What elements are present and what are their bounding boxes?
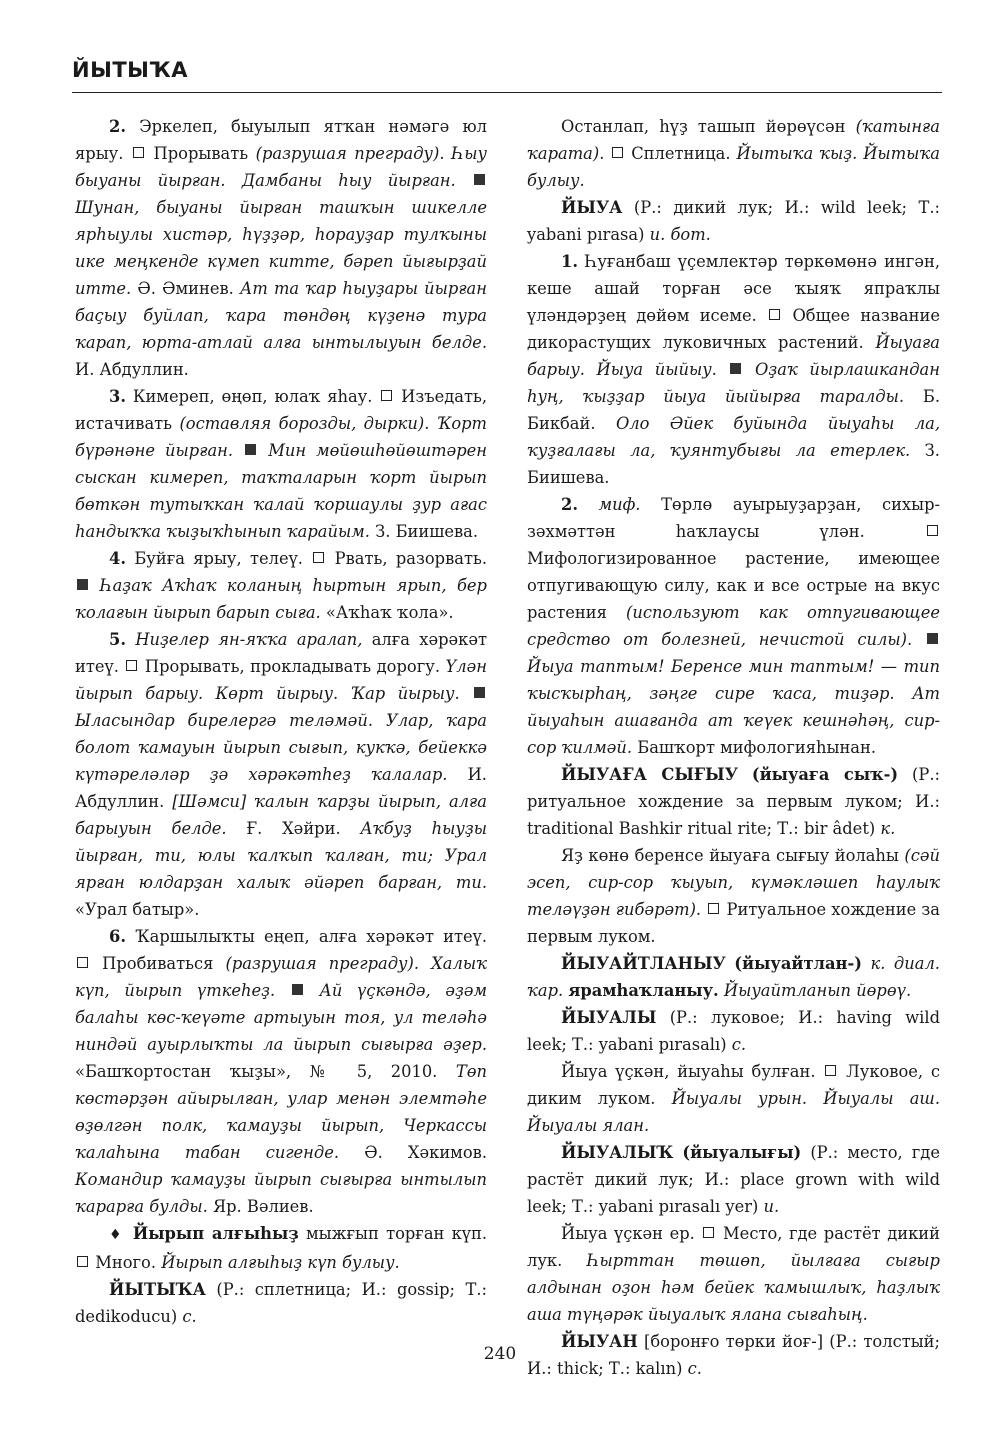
headword: ЙЫУАЙТЛАНЫУ — [561, 954, 726, 973]
source: И. Абдуллин. — [75, 765, 487, 811]
quotation: Төп көстәрҙән айырылған, улар менән элемтәһе өҙөлгән полк, ҡамауҙы йырып, Черкассы ҡалаһына табан сигенде. — [75, 1062, 487, 1162]
translation-marker-icon — [825, 1065, 836, 1076]
headword: ЙЫУАЛЫҠ — [561, 1143, 674, 1162]
translation-marker-icon — [77, 957, 88, 968]
translation-marker-icon — [381, 390, 392, 401]
idiom: ♦ Йырып алғыһыҙ мыжғып торған күп. Много. Йырып алғыһыҙ күп булыу. — [75, 1220, 487, 1276]
quotation: Аҡбуҙ һыуҙы йырған, ти, юлы ҡалҡып ҡалған, ти; Урал ярған юлдарҙан халыҡ әйәреп барған, ти. — [75, 819, 487, 892]
entry-yyua — [527, 194, 940, 248]
example: Ҡорт бүрәнәне йырған. — [75, 414, 487, 460]
source: «Урал батыр». — [75, 900, 200, 919]
entry-definition: Йыуа үҫкән, йыуаһы булған. Луковое, с диким луком. Йыуалы урын. Йыуалы аш. Йыуалы ялан. — [527, 1062, 940, 1135]
citation-marker-icon — [77, 579, 88, 590]
sense-5: 5. Ниҙелер ян-яҡҡа аралап, алға хәрәкәт итеү. Прорывать, прокладывать дорогу. Үлән йырып барыу. Көрт йырыу. Ҡар йырыу. Ылаcындар бирелергә теләмәй. Улар, ҡара болот ҡамауын йырып сығып, кукҡә, бейеккә күтәреләләр ҙә хәрәкәтһеҙ ҡалалар. И. Абдуллин. [Шәмси] ҡалын ҡарҙы йырып, алға барыуын белде. Ғ. Хәйри. Аҡбуҙ һыуҙы йырған, ти, юлы ҡалҡып ҡалған, ти; Урал ярған юлдарҙан халыҡ әйәреп барған, ти. «Урал батыр». — [75, 630, 487, 919]
quotation: Командир ҡамауҙы йырып сығырға ынтылып ҡарарға булды. — [75, 1170, 487, 1216]
quotation: [Шәмси] ҡалын ҡарҙы йырып, алға барыуын белде. — [75, 792, 487, 838]
etymology: [боронғо төрки йоғ-] — [644, 1332, 824, 1351]
translation-marker-icon — [703, 1227, 714, 1238]
headword: ЙЫУАЛЫ — [561, 1008, 657, 1027]
entry-yytyka — [75, 1276, 487, 1330]
sense-2: 2. Эркелеп, быуылып ятҡан нәмәгә юл ярыу. Прорывать (разрушая преграду). Һыу быуаны йырған. Дамбаны һыу йырған. Шунан, быуаны йырған ташҡын шикелле ярһыулы хистәр, һүҙҙәр, һорауҙар тулҡыны ике меңкенде күмеп китте, бәреп йығырҙай итте. Ә. Әминев. Ат та ҡар һыуҙары йырған баҫыу буйлап, ҡара төндөң күҙенә тура ҡарап, юрта-атлай алға ынтылыуын белде. И. Абдуллин. — [75, 117, 487, 379]
usage-label: миф. — [598, 495, 641, 514]
gloss: (Р.: луковое; И.: having wild leek; Т.: yabani pırasalı) — [527, 1008, 940, 1054]
source: «Башҡортостан ҡыҙы», № 5, 2010. — [75, 1062, 438, 1081]
example: Үлән йырып барыу. Көрт йырыу. Ҡар йырыу. — [75, 657, 487, 703]
gloss: (Р.: сплетница; И.: gossip; Т.: dedikoducu) — [75, 1280, 487, 1326]
quotation: Шунан, быуаны йырған ташҡын шикелле ярһыулы хистәр, һүҙҙәр, һорауҙар тулҡыны ике меңкенде күмеп китте, бәреп йығырҙай итте. — [75, 198, 487, 298]
quotation: Мин мөйөшһөйөштәрен сыскан кимереп, таҡталарын ҡорт йырып бөткән тутыҡкан ҡалай ҡоршаулы ҙур ағас һандыҡҡа ҡыҙыҡһынып ҡарайым. — [75, 441, 487, 541]
citation-marker-icon — [927, 633, 938, 644]
sense-6: 6. Ҡаршылыҡты еңеп, алға хәрәкәт итеү. Пробиваться (разрушая преграду). Халыҡ күп, йырып үткеһеҙ. Ай үҫкәндә, әҙәм балаһы көс-ҡеүәте артыуын тоя, ул теләһә ниндәй ауырлыҡты ла йырып сығырға әҙер. «Башҡортостан ҡыҙы», № 5, 2010. Төп көстәрҙән айырылған, улар менән элемтәһе өҙөлгән полк, ҡамауҙы йырып, Черкассы ҡалаһына табан сигенде. Ә. Хәкимов. Командир ҡамауҙы йырып сығырға ынтылып ҡарарға булды. Яр. Вәлиев. — [75, 927, 487, 1216]
sense-number: 3. — [109, 387, 126, 406]
source: З. Биишева. — [375, 522, 479, 541]
gloss: (Р.: место, где растёт дикий лук; И.: place grown with wild leek; Т.: yabani pırasalı yer) — [527, 1143, 940, 1216]
entry-continuation: Останлап, һүҙ ташып йөрөүсән (ҡатынға ҡарата). Сплетница. Йытыҡа ҡыҙ. Йытыҡа булыу. — [527, 117, 940, 190]
citation-marker-icon — [292, 984, 303, 995]
example: Йыуайтланып йөрөү. — [723, 981, 912, 1000]
cross-reference: ярамһаҡланыу. — [568, 981, 719, 1000]
word-forms: (йыуалығы) — [682, 1143, 802, 1162]
quotation: Ат та ҡар һыуҙары йырған баҫыу буйлап, ҡара төндөң күҙенә тура ҡарап, юрта-атлай алға ынтылыуын белде. — [75, 279, 487, 352]
header-divider — [72, 92, 942, 93]
entry-yyualy — [527, 1004, 940, 1058]
page-number: 240 — [483, 1344, 517, 1364]
sense-1: 1. Һуғанбаш үҫемлектәр төркөмөнә ингән, кеше ашай торған әсе ҡыяҡ япраҡлы үләндәрҙең дөйөм исеме. Общее название дикорастущих луковичных растений. Йыуаға барыу. Йыуа йыйыу. Оҙаҡ йырлашкандан һуң, ҡыҙҙар йыуа йыйырға таралды. Б. Бикбай. Оло Әйек буйында йыуаһы ла, ҡуҙғалағы ла, ҡуянтубығы ла етерлек. З. Биишева. — [527, 252, 940, 487]
example: Халыҡ күп, йырып үткеһеҙ. — [75, 954, 487, 1000]
source: Ә. Хәкимов. — [364, 1143, 487, 1162]
sense-3: 3. Кимереп, өңөп, юлаҡ яһау. Изъедать, истачивать (оставляя борозды, дырки). Ҡорт бүрәнәне йырған. Мин мөйөшһөйөштәрен сыскан кимереп, таҡталарын ҡорт йырып бөткән тутыҡкан ҡалай ҡоршаулы ҙур ағас һандыҡҡа ҡыҙыҡһынып ҡарайым. З. Биишева. — [75, 387, 487, 541]
translation-marker-icon — [133, 147, 144, 158]
idiom-phrase: Йырып алғыһыҙ — [132, 1224, 299, 1243]
source: «Аҡһаҡ ҡола». — [325, 603, 454, 622]
entry-definition: Йыуа үҫкән ер. Место, где растёт дикий лук. Һырттан төшөп, йылғаға сығыр алдынан оҙон һәм бейек ҡамышлыҡ, һаҙлыҡ аша түңәрәк йыуалыҡ ялана сығаһың. — [527, 1224, 941, 1324]
sense-number: 2. — [561, 495, 578, 514]
gloss: (Р.: дикий лук; И.: wild leek; Т.: yabani pırasa) — [527, 198, 940, 244]
page-header: ЙЫТЫҠА — [72, 58, 188, 82]
part-of-speech: и. бот. — [649, 225, 711, 244]
word-forms: (йыуайтлан-) — [734, 954, 862, 973]
example: Һыу быуаны йырған. Дамбаны һыу йырған. — [75, 144, 487, 190]
quotation: Һырттан төшөп, йылғаға сығыр алдынан оҙон һәм бейек ҡамышлыҡ, һаҙлыҡ аша түңәрәк йыуалыҡ ялана сығаһың. — [527, 1251, 940, 1324]
right-column — [527, 113, 940, 1382]
translation-marker-icon — [612, 147, 623, 158]
citation-marker-icon — [474, 687, 485, 698]
translation-marker-icon — [708, 903, 719, 914]
source: З. Биишева. — [527, 441, 940, 487]
sense-number: 6. — [109, 927, 126, 946]
citation-marker-icon — [730, 363, 741, 374]
translation-marker-icon — [769, 309, 780, 320]
example: Йыуаға барыу. Йыуа йыйыу. — [527, 333, 940, 379]
citation-marker-icon — [245, 444, 256, 455]
word-forms: (йыуаға сыҡ-) — [751, 765, 899, 784]
entry-yyuaga-syguy — [527, 761, 940, 842]
headword: ЙЫТЫҠА — [109, 1280, 206, 1299]
headword: ЙЫУАН — [561, 1332, 638, 1351]
part-of-speech: и. — [763, 1197, 780, 1216]
translation-marker-icon — [126, 660, 137, 671]
gloss: (Р.: толстый; И.: thick; Т.: kalın) — [527, 1332, 941, 1378]
quotation: Ай үҫкәндә, әҙәм балаһы көс-ҡеүәте артыуын тоя, ул теләһә ниндәй ауырлыҡты ла йырып сығырға әҙер. — [75, 981, 487, 1054]
headword: ЙЫУАҒА СЫҒЫУ — [561, 765, 738, 784]
quotation: Һаҙаҡ Аҡһаҡ коланың һыртын ярып, бер ҡолағын йырып барып сыға. — [75, 576, 487, 622]
example: Йыуалы урын. Йыуалы аш. Йыуалы ялан. — [527, 1089, 940, 1135]
diamond-icon: ♦ — [109, 1227, 124, 1243]
citation-marker-icon — [474, 174, 485, 185]
entry-yyualyk — [527, 1139, 940, 1220]
translation-marker-icon — [927, 525, 938, 536]
sense-number: 5. — [109, 630, 126, 649]
translation-marker-icon — [313, 552, 324, 563]
quotation: Ылаcындар бирелергә теләмәй. Улар, ҡара болот ҡамауын йырып сығып, кукҡә, бейеккә күтәреләләр ҙә хәрәкәтһеҙ ҡалалар. — [75, 711, 487, 784]
entry-definition: Яҙ көнө беренсе йыуаға сығыу йолаһы (сәй эсеп, сир-сор ҡыуып, күмәкләшеп һаулыҡ теләүҙән ғибәрәт). Ритуальное хождение за первым луком. — [527, 846, 940, 946]
translation-marker-icon — [77, 1256, 88, 1267]
part-of-speech: с. — [731, 1035, 747, 1054]
part-of-speech: с. — [182, 1307, 197, 1326]
quotation: Йыуа таптым! Беренсе мин таптым! — тип ҡысҡырһаң, зәңге сире ҡаса, тиҙәр. Ат йыуаһын ашағанда ат ҡеүек кешнәһәң, сир-сор ҡилмәй. — [527, 657, 940, 757]
entry-yyuaytlanyu — [527, 950, 940, 1004]
example: Йырып алғыһыҙ күп булыу. — [161, 1253, 400, 1272]
sense-2: 2. миф. Төрлө ауырыуҙарҙан, сихыр-зәхмәттән һаҡлаусы үлән. Мифологизированное растение, имеющее отпугивающую силу, как и все острые на вкус растения (используют как отпугивающее средство от болезней, нечистой силы). Йыуа таптым! Беренсе мин таптым! — тип ҡысҡырһаң, зәңге сире ҡаса, тиҙәр. Ат йыуаһын ашағанда ат ҡеүек кешнәһәң, сир-сор ҡилмәй. Башҡорт мифологияһынан. — [527, 495, 940, 757]
quotation: Оҙаҡ йырлашкандан һуң, ҡыҙҙар йыуа йыйырға таралды. — [527, 360, 940, 406]
sense-number: 2. — [109, 117, 126, 136]
source: Яр. Вәлиев. — [212, 1197, 314, 1216]
sense-4: 4. Буйға ярыу, телеү. Рвать, разорвать. Һаҙаҡ Аҡһаҡ коланың һыртын ярып, бер ҡолағын йырып барып сыға. «Аҡһаҡ ҡола». — [75, 549, 487, 622]
part-of-speech: к. — [880, 819, 896, 838]
quotation: Оло Әйек буйында йыуаһы ла, ҡуҙғалағы ла, ҡуянтубығы ла етерлек. — [527, 414, 940, 460]
headword: ЙЫУА — [561, 198, 623, 217]
left-column — [75, 113, 487, 1330]
source: Ә. Әминев. — [137, 279, 234, 298]
source: И. Абдуллин. — [75, 360, 189, 379]
sense-number: 4. — [109, 549, 126, 568]
gloss: (Р.: ритуальное хождение за первым луком; И.: traditional Bashkir ritual rite; Т.: bir âdet) — [527, 765, 940, 838]
part-of-speech: к. диал. ҡар. — [527, 954, 940, 1000]
source: Б. Бикбай. — [527, 387, 940, 433]
sense-number: 1. — [561, 252, 578, 271]
source: Башҡорт мифологияһынан. — [637, 738, 877, 757]
part-of-speech: с. — [687, 1359, 702, 1378]
source: Ғ. Хәйри. — [246, 819, 341, 838]
example: Йытыҡа ҡыҙ. Йытыҡа булыу. — [527, 144, 940, 190]
